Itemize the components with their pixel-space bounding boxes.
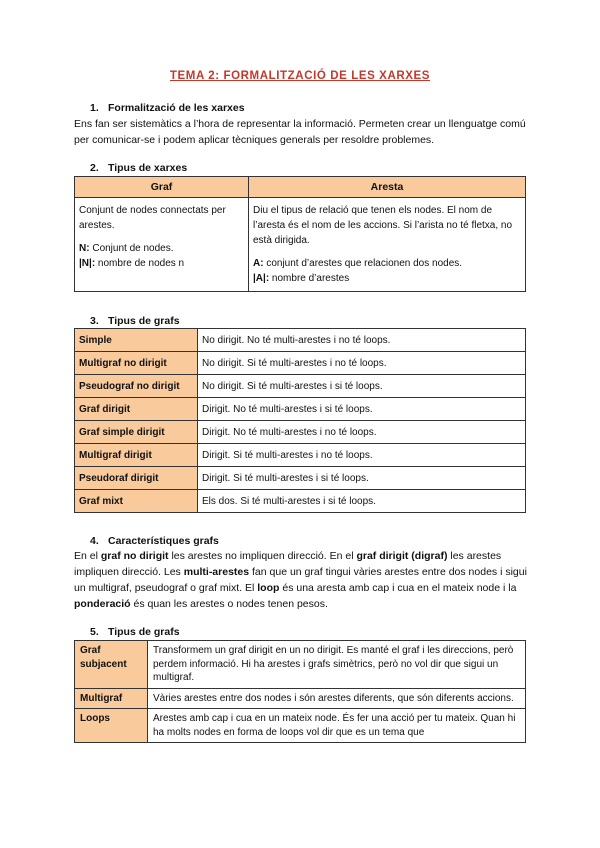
text-run: fan que un graf tingui vàries arestes entre dos nodes i sigui un multigraf, pseudograf o graf mixt. El — [74, 566, 527, 594]
graph-type-desc: Dirigit. No té multi-arestes i no té loops. — [198, 421, 526, 444]
header-graf: Graf — [75, 177, 249, 198]
table-row — [75, 375, 526, 398]
graph-types-table — [74, 328, 526, 513]
section-1-heading — [90, 102, 245, 114]
graph-type-name: Multigraf no dirigit — [75, 352, 198, 375]
graph-kind-name: Graf subjacent — [75, 641, 148, 689]
section-title: Tipus de grafs — [108, 626, 180, 638]
aresta-aa-line — [253, 271, 521, 286]
text-run: les arestes no impliquen direcció. En el — [168, 550, 357, 562]
table-row — [75, 398, 526, 421]
aresta-aa-label: |A|: — [253, 273, 270, 284]
section-number: 5. — [90, 626, 99, 638]
term-loop: loop — [257, 582, 280, 594]
table-row — [75, 641, 526, 689]
section-1-text: Ens fan ser sistemàtics a l’hora de representar la informació. Permeten crear un llenguatge comú per comunicar-se i podem aplicar tècniques generals per resoldre problemes. — [74, 118, 526, 146]
aresta-description: Diu el tipus de relació que tenen els nodes. El nom de l’aresta és el nom de les accions. Si l’arista no té fletxa, no està dirigida. — [253, 205, 513, 246]
graph-type-desc: Els dos. Si té multi-arestes i si té loops. — [198, 490, 526, 513]
graf-description: Conjunt de nodes connectats per arestes. — [79, 205, 226, 231]
table-row — [75, 352, 526, 375]
section-4-text — [74, 548, 529, 612]
graph-kind-desc: Transformem un graf dirigit en un no dirigit. Es manté el graf i les direccions, però perdem informació. Hi ha arestes i grafs simètrics, però no vol dir que sigui un multigraf. — [148, 641, 526, 689]
text-run: és una aresta amb cap i cua en el mateix node i la — [279, 582, 517, 594]
graf-n-label: N: — [79, 243, 90, 254]
graf-n-text: Conjunt de nodes. — [89, 243, 174, 254]
term-multi-arestes: multi-arestes — [183, 566, 250, 578]
graph-type-name: Pseudograf no dirigit — [75, 375, 198, 398]
page-title: TEMA 2: FORMALITZACIÓ DE LES XARXES — [169, 70, 431, 82]
section-title: Formalització de les xarxes — [108, 102, 245, 114]
graph-type-name: Graf simple dirigit — [75, 421, 198, 444]
section-2-heading — [90, 162, 187, 174]
graf-nn-label: |N|: — [79, 258, 96, 269]
section-number: 1. — [90, 102, 99, 114]
aresta-a-label: A: — [253, 258, 264, 269]
term-ponderacio: ponderació — [74, 598, 131, 610]
term-graf-no-dirigit: graf no dirigit — [100, 550, 169, 562]
graf-nn-line — [79, 256, 244, 271]
graph-type-name: Multigraf dirigit — [75, 444, 198, 467]
graph-kind-name: Loops — [75, 709, 148, 743]
table-row — [75, 421, 526, 444]
graph-type-name: Pseudoraf dirigit — [75, 467, 198, 490]
aresta-a-line — [253, 256, 521, 271]
graph-kind-desc: Arestes amb cap i cua en un mateix node. És fer una acció per tu mateix. Quan hi ha molts nodes en forma de loops vol dir que es un tema que — [148, 709, 526, 743]
table-row — [75, 688, 526, 709]
aresta-cell — [249, 198, 526, 292]
section-3-heading — [90, 315, 180, 327]
graf-cell — [75, 198, 249, 292]
graph-type-desc: No dirigit. No té multi-arestes i no té loops. — [198, 329, 526, 352]
section-number: 2. — [90, 162, 99, 174]
graph-type-desc: Dirigit. No té multi-arestes i si té loops. — [198, 398, 526, 421]
graf-nn-text: nombre de nodes n — [95, 258, 185, 269]
text-run: és quan les arestes o nodes tenen pesos. — [130, 598, 328, 610]
section-title: Tipus de xarxes — [108, 162, 188, 174]
section-5-heading — [90, 626, 180, 638]
aresta-aa-text: nombre d’arestes — [269, 273, 350, 284]
graph-kind-desc: Vàries arestes entre dos nodes i són arestes diferents, que són diferents accions. — [148, 688, 526, 709]
graph-type-desc: No dirigit. Si té multi-arestes i no té loops. — [198, 352, 526, 375]
graph-type-name: Graf dirigit — [75, 398, 198, 421]
table-row — [75, 467, 526, 490]
table-row — [75, 444, 526, 467]
section-number: 4. — [90, 535, 99, 547]
section-title: Característiques grafs — [108, 535, 219, 547]
text-run: les arestes impliquen direcció. Les — [74, 550, 502, 578]
table-row — [75, 490, 526, 513]
graph-type-desc: No dirigit. Si té multi-arestes i si té loops. — [198, 375, 526, 398]
header-aresta: Aresta — [249, 177, 526, 198]
text-run: En el — [74, 550, 101, 562]
graph-type-name: Simple — [75, 329, 198, 352]
section-4-heading — [90, 535, 219, 547]
graph-type-name: Graf mixt — [75, 490, 198, 513]
graph-type-desc: Dirigit. Si té multi-arestes i si té loops. — [198, 467, 526, 490]
table-row — [75, 709, 526, 743]
section-title: Tipus de grafs — [108, 315, 180, 327]
graph-type-desc: Dirigit. Si té multi-arestes i no té loops. — [198, 444, 526, 467]
term-graf-dirigit: graf dirigit (digraf) — [356, 550, 448, 562]
graf-n-line — [79, 241, 244, 256]
graph-kinds-table — [74, 640, 526, 743]
graph-kind-name: Multigraf — [75, 688, 148, 709]
table-row — [75, 329, 526, 352]
aresta-a-text: conjunt d’arestes que relacionen dos nodes. — [263, 258, 463, 269]
section-number: 3. — [90, 315, 99, 327]
network-types-table — [74, 176, 526, 292]
